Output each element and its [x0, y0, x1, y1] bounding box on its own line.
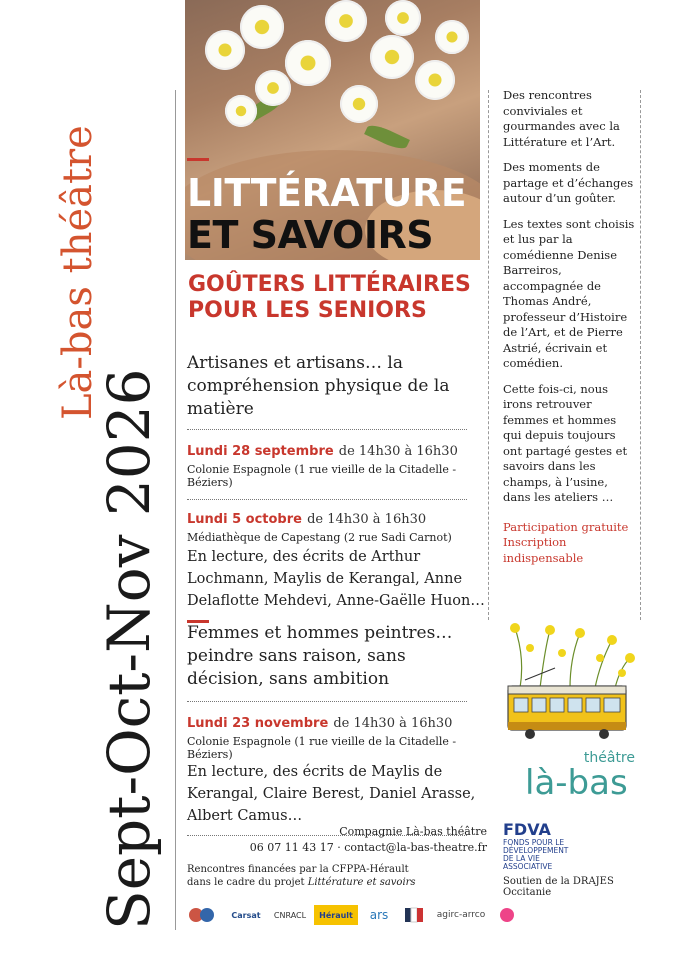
description-paragraph: Des rencontres conviviales et gourmandes avec la Littérature et l’Art. — [503, 88, 620, 149]
contact-block — [187, 824, 487, 856]
event-place: Médiathèque de Capestang (2 rue Sadi Carnot) — [187, 531, 452, 544]
section-artisans — [187, 352, 487, 623]
partner-logo-icon — [184, 905, 220, 925]
divider — [175, 90, 176, 930]
partner-logos — [184, 902, 644, 928]
partner-logo: ars — [369, 908, 389, 922]
participation-note: Participation gratuite Inscription indispensable — [503, 519, 629, 565]
section-title: Femmes et hommes peintres… peindre sans raison, sans décision, sans ambition — [187, 623, 453, 689]
funding-note: Rencontres financées par la CFPPA-Hérault dans le cadre du projet Littérature et savoirs — [187, 864, 416, 888]
event-place: Colonie Espagnole (1 rue vieille de la Citadelle - Béziers) — [187, 463, 457, 489]
dashed-divider-right — [640, 90, 641, 620]
tram-flowers-illustration — [500, 618, 640, 748]
header-red-dash — [187, 158, 209, 161]
subtitle: GOÛTERS LITTÉRAIRES POUR LES SENIORS — [188, 272, 471, 323]
soutien-text: Soutien de la DRAJES Occitanie — [503, 876, 614, 898]
partner-logo: CNRACL — [273, 910, 307, 920]
partner-logo-icon — [400, 905, 430, 925]
partner-logo: Hérault — [314, 905, 358, 925]
fdva-logo: FDVA FONDS POUR LE DÉVELOPPEMENT DE LA VIE ASSOCIATIVE — [503, 820, 569, 871]
dotted-separator — [187, 429, 467, 430]
la-bas-logo: théâtre là-bas — [525, 750, 635, 803]
description-paragraph: Des moments de partage et d’échanges autour d’un goûter. — [503, 160, 634, 205]
contact-line[interactable]: 06 07 11 43 17 · contact@la-bas-theatre.fr — [249, 841, 487, 854]
description-paragraph: Cette fois-ci, nous irons retrouver femmes et hommes qui depuis toujours ont partagé gestes et savoirs dans les champs, à l’usine, dans les ateliers … — [503, 381, 628, 504]
partner-logo: Carsat — [231, 910, 261, 920]
side-title-dates: Sept-Oct-Nov 2026 — [95, 368, 163, 930]
description-paragraph: Les textes sont choisis et lus par la comédienne Denise Barreiros, accompagnée de Thomas André, professeur d’Histoire de l’Art, et de Pierre Astrié, écrivain et comédien. — [503, 216, 635, 370]
event-hours: de 14h30 à 16h30 — [307, 512, 427, 527]
reading-list: En lecture, des écrits de Arthur Lochmann, Maylis de Kerangal, Anne Delaflotte Mehdevi, Anne-Gaëlle Huon… — [187, 549, 485, 609]
partner-logo: agirc-arrco — [436, 910, 486, 920]
event-item — [187, 508, 487, 544]
event-date: Lundi 5 octobre — [187, 512, 302, 527]
event-item — [187, 712, 487, 761]
event-hours: de 14h30 à 16h30 — [333, 716, 453, 731]
event-place: Colonie Espagnole (1 rue vieille de la Citadelle - Béziers) — [187, 735, 457, 761]
main-title: LITTÉRATURE ET SAVOIRS — [187, 171, 467, 257]
event-date: Lundi 28 septembre — [187, 444, 334, 459]
side-title — [0, 0, 175, 980]
section-peintres — [187, 622, 487, 836]
dashed-divider-left — [488, 90, 489, 620]
company-name: Compagnie Là-bas théâtre — [339, 825, 487, 838]
event-date: Lundi 23 novembre — [187, 716, 329, 731]
dotted-separator — [187, 701, 467, 702]
dotted-separator — [187, 499, 467, 500]
event-item — [187, 440, 487, 489]
event-hours: de 14h30 à 16h30 — [338, 444, 458, 459]
side-title-theatre: Là-bas théâtre — [55, 125, 101, 420]
reading-list: En lecture, des écrits de Maylis de Kerangal, Claire Berest, Daniel Arasse, Albert Camus… — [187, 764, 476, 824]
section-title: Artisanes et artisans… la compréhension physique de la matière — [187, 353, 450, 419]
partner-logo-icon — [492, 905, 522, 925]
description-column — [503, 88, 638, 566]
